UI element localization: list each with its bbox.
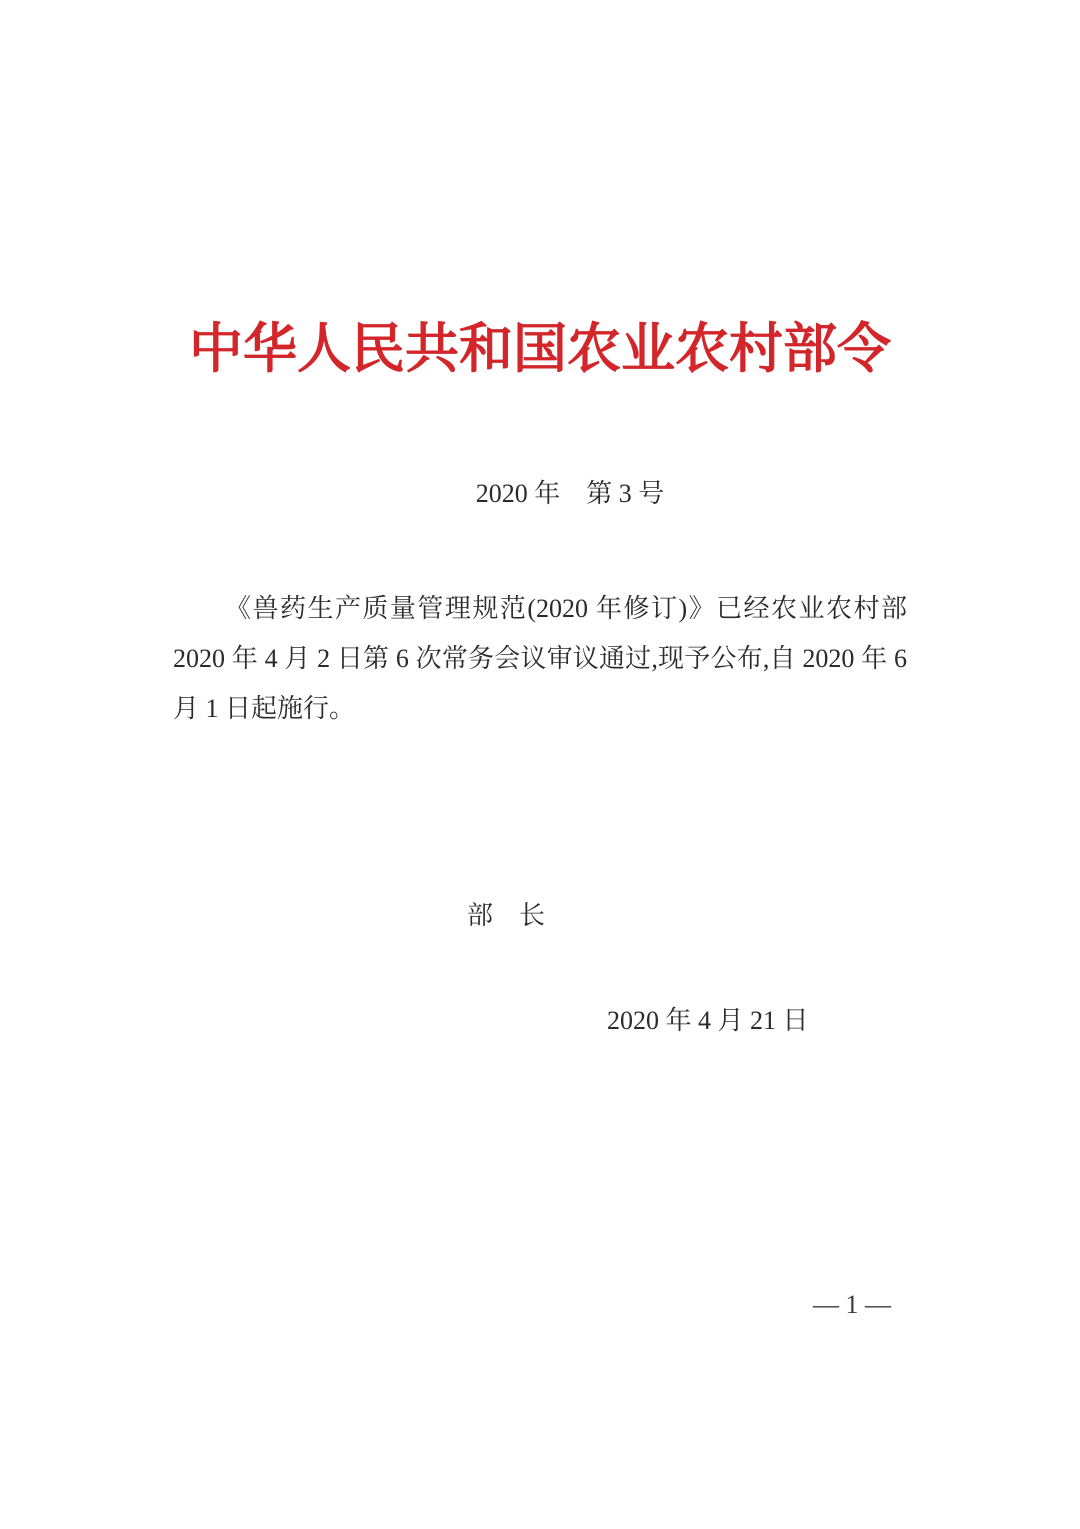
decree-title: 中华人民共和国农业农村部令 (189, 319, 891, 379)
body-line: 月 1 日起施行。 (173, 694, 356, 723)
body-line: 《兽药生产质量管理规范(2020 年修订)》已经农业农村部 (225, 594, 907, 623)
body-line: 2020 年 4 月 2 日第 6 次常务会议审议通过,现予公布,自 2020 年 6 (173, 644, 907, 673)
page-number: — 1 — (813, 1290, 891, 1319)
decree-body (173, 584, 907, 734)
signature-date: 2020 年 4 月 21 日 (607, 1006, 809, 1035)
issue-number: 2020 年 第 3 号 (475, 479, 665, 508)
signature-minister-title: 部 长 (467, 901, 546, 930)
